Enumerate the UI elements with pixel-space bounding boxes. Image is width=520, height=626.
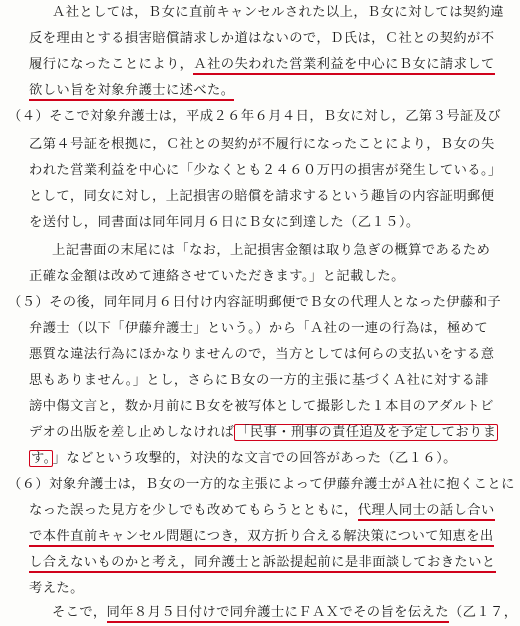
text-segment: 思もありません。」とし，さらにＢ女の一方的主張に基づくＡ社に対する誹 [29,373,489,388]
text-line [29,160,502,182]
text-line [29,344,494,366]
text-line [29,422,498,444]
underlined-text: し合えないものかと考え，同弁護士と訴訟提起前に是非面談しておきたいと [29,555,496,573]
text-line [52,2,504,24]
text-segment: われた営業利益を中心に「少なくとも２４６０万円の損害が発生している。」 [29,163,502,178]
text-segment: （４）そこで対象弁護士は，平成２６年６月４日，Ｂ女に対し，乙第３号証及び [8,109,502,124]
text-segment: 弁護士（以下「伊藤弁護士」という。）から「Ａ社の一連の行為は，極めて [29,321,489,336]
text-segment: 反を理由とする損害賠償請求しか道はないので，Ｄ氏は，Ｃ社との契約が不 [29,31,495,46]
text-segment: Ａ社としては，Ｂ女に直前キャンセルされた以上，Ｂ女に対しては契約違 [52,5,504,20]
text-line [8,474,515,496]
text-line [29,212,420,234]
text-segment: 乙第４号証を根拠に，Ｃ社との契約が不履行になったことにより，Ｂ女の失 [29,137,495,152]
boxed-text: 「民事・刑事の責任追及を予定しておりま [236,425,497,440]
text-line [29,54,495,76]
text-segment: 上記書面の末尾には「なお，上記損害金額は取り急ぎの概算であるため [52,243,491,258]
text-line [29,186,494,208]
text-line [29,318,488,340]
text-segment: 謗中傷文言と，数か月前にＢ女を被写体として撮影した１本目のアダルトビ [29,399,494,414]
text-line [29,396,494,418]
underlined-text: Ａ社の失われた営業利益を中心にＢ女に請求して [193,57,494,75]
text-line [29,134,495,156]
text-segment: （６）対象弁護士は，Ｂ女の一方的な主張によって伊藤弁護士がＡ社に抱くことに [8,477,515,492]
text-line [29,28,494,50]
text-segment: を送付し，同書面は同年同月６日にＢ女に到達した（乙１５）。 [29,215,420,230]
underlined-text: で本件直前キャンセル問題につき，双方折り合える解決策について知恵を出 [29,529,494,547]
text-line [29,552,496,574]
text-line [29,266,405,288]
text-segment: 」などという攻撃的，対決的な文言での回答があった（乙１６）。 [52,451,457,466]
text-line [29,448,457,470]
text-line [8,292,501,314]
text-segment: として，同女に対し，上記損害の賠償を請求するという趣旨の内容証明郵便 [29,189,495,204]
text-segment: なった誤った見方を少しでも改めてもらうとともに， [29,503,358,518]
text-segment: 悪質な違法行為にほかなりませんので，当方としては何らの支払いをする意 [29,347,495,362]
text-segment: （乙１７， [448,605,518,620]
boxed-text: す。 [31,451,51,466]
text-segment: 考えた。 [29,581,84,596]
text-line [52,602,517,624]
text-segment: （５）その後，同年同月６日付け内容証明郵便でＢ女の代理人となった伊藤和子 [8,295,502,310]
text-line [29,526,494,548]
underlined-text: 同年８月５日付けで同弁護士にＦＡＸでその旨を伝えた [107,605,449,623]
text-line [29,370,489,392]
text-line [8,106,501,128]
text-line [52,240,490,262]
text-segment: デオの出版を差し止めしなければ [29,425,235,440]
underlined-text: 代理人同士の話し合い [358,503,495,521]
underlined-text: 欲しい旨を対象弁護士に述べた。 [29,83,234,101]
text-segment: 履行になったことにより， [29,57,194,72]
text-segment: 正確な金額は改めて連絡させていただきます。」と記載した。 [29,269,405,284]
text-line [29,80,234,102]
text-segment: そこで， [52,605,107,620]
text-line [29,578,84,600]
text-line [29,500,495,522]
